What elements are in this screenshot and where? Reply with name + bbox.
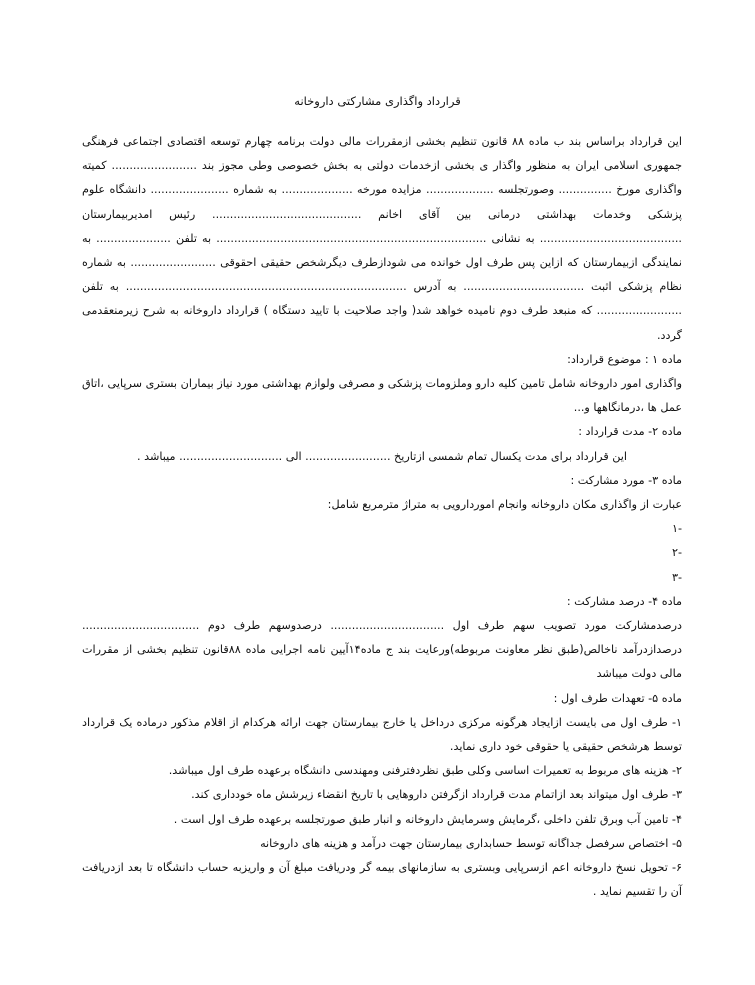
article-3-item: -۲ [671, 546, 682, 560]
article-5-item: ۳- طرف اول میتواند بعد ازاتمام مدت قرارداد ازگرفتن داروهایی با تاریخ انقضاء زیرشش ماه خودداری کند. [191, 788, 682, 802]
article-1-title: ماده ۱ : موضوع قرارداد: [567, 352, 682, 366]
document-body [82, 130, 682, 905]
article-3-item: -۱ [671, 522, 682, 536]
article-5-item: ۴- تامین آب وبرق تلفن داخلی ،گرمایش وسرمایش داروخانه و انبار طبق صورتجلسه برعهده طرف اول است . [173, 812, 682, 826]
article-1-text: واگذاری امور داروخانه شامل تامین کلیه دارو وملزومات پزشکی و مصرفی ولوازم بهداشتی مورد نیاز بیماران بستری سرپایی ،اتاق عمل ها ،درمانگاهها و... [82, 377, 682, 415]
article-3-title: ماده ۳- مورد مشارکت : [570, 473, 682, 487]
intro-paragraph: این قرارداد براساس بند ب ماده ۸۸ قانون تنظیم بخشی ازمقررات مالی دولت برنامه چهارم توسعه اقتصادی اجتماعی فرهنگی جمهوری اسلامی ایران به منظور واگذار ی بخشی ازخدمات دولتی به بخش خصوصی وطی مجوز بند ........................ کمیته واگذاری مورخ ............... وصورتجلسه ................... مزایده مورخه .................... به شماره ...................... دانشگاه علوم پزشکی وخدمات بهداشتی درمانی بین آقای اخانم .......................................... رئیس امدیربیمارستان ........................................ به نشانی ............................................................................ به تلفن ..................... به نمایندگی ازبیمارستان که ازاین پس طرف اول خوانده می شودازطرف دیگرشخص حقیقی احقوقی ........................ به شماره نظام پزشکی اثبت .................................. به آدرس ............................................................................... به تلفن ........................ که منبعد طرف دوم نامیده خواهد شد( واجد صلاحیت با تایید دستگاه ) قرارداد داروخانه به شرح زیرمنعقدمی گردد. [82, 135, 682, 342]
article-5-item: ۵- اختصاص سرفصل جداگانه توسط حسابداری بیمارستان جهت درآمد و هزینه های داروخانه [260, 836, 682, 850]
article-5-item: ۲- هزینه های مربوط به تعمیرات اساسی وکلی طبق نظردفترفنی ومهندسی دانشگاه برعهده طرف اول میباشد. [168, 764, 682, 778]
article-4-title: ماده ۴- درصد مشارکت : [566, 594, 682, 608]
article-5-item: ۶- تحویل نسخ داروخانه اعم ازسرپایی وبستری به سازمانهای بیمه گر ودریافت مبلغ آن و واریزبه حساب دانشگاه تا بعد ازدریافت آن را تقسیم نماید . [82, 861, 682, 899]
article-2-title: ماده ۲- مدت قرارداد : [578, 425, 682, 439]
article-3-item: -۳ [671, 570, 682, 584]
document-title: قرارداد واگذاری مشارکتی داروخانه [294, 94, 461, 108]
article-3-text: عبارت از واگذاری مکان داروخانه وانجام اموردارویی به متراژ مترمربع شامل: [327, 498, 682, 512]
article-5-title: ماده ۵- تعهدات طرف اول : [553, 691, 682, 705]
article-4-text: درصدمشارکت مورد تصویب سهم طرف اول ................................ درصدوسهم طرف دوم ................................. درصدازدرآمد ناخالص(طبق نظر معاونت مربوطه)ورعایت بند ج ماده۱۴آیین نامه اجرایی ماده ۸۸قانون تنظیم بخشی از مقررات مالی دولت میباشد [82, 619, 682, 681]
article-2-text: این قرارداد برای مدت یکسال تمام شمسی ازتاریخ ........................ الی ............................. میباشد . [137, 449, 627, 463]
article-5-item: ۱- طرف اول می بایست ازایجاد هرگونه مرکزی درداخل یا خارج بیمارستان جهت ارائه هرکدام از اقلام مذکور درماده یک قرارداد توسط هرشخص حقیقی یا حقوقی خود داری نماید. [82, 715, 682, 754]
